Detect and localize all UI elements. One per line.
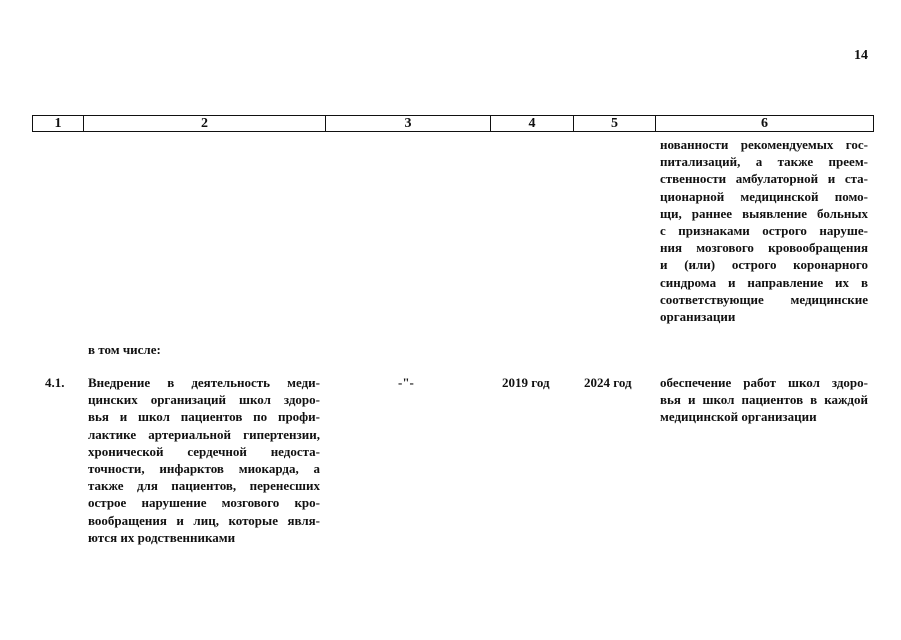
column-header-1: 1 xyxy=(33,116,84,131)
subheading: в том числе: xyxy=(88,342,161,357)
row-end-date: 2024 год xyxy=(584,375,632,390)
text-line: вообращения и лиц, которые явля- xyxy=(88,512,320,528)
text-line: питализаций, а также преем- xyxy=(660,154,868,170)
row-result xyxy=(660,374,868,426)
text-line: также для пациентов, перенесших xyxy=(88,478,320,494)
text-line: Внедрение в деятельность меди- xyxy=(88,375,320,390)
text-line: острое нарушение мозгового кро- xyxy=(88,495,320,511)
column-header-4: 4 xyxy=(491,116,574,131)
text-line: вья и школ пациентов по профи- xyxy=(88,409,320,425)
text-line: с признаками острого наруше- xyxy=(660,223,868,239)
column-header-6: 6 xyxy=(761,116,768,131)
column-header-2: 2 xyxy=(84,116,326,131)
text-line: щи, раннее выявление больных xyxy=(660,205,868,221)
text-line: синдрома и направление их в xyxy=(660,274,868,290)
text-line: точности, инфарктов миокарда, а xyxy=(88,461,320,477)
text-line: ционарной медицинской помо- xyxy=(660,188,868,204)
page-number: 14 xyxy=(854,48,868,63)
text-line: нованности рекомендуемых гос- xyxy=(660,137,868,152)
row-start-date: 2019 год xyxy=(502,375,550,390)
text-line: ются их родственниками xyxy=(88,529,236,545)
continued-result-cell xyxy=(660,136,868,325)
text-line: соответствующие медицинские xyxy=(660,291,868,307)
text-line: ния мозгового кровообращения xyxy=(660,240,868,256)
row-description xyxy=(88,374,320,546)
text-line: ственности амбулаторной и ста- xyxy=(660,171,868,187)
table-header-row xyxy=(32,115,874,132)
text-line: хронической сердечной недоста- xyxy=(88,443,320,459)
row-executor: -"- xyxy=(398,375,414,390)
text-line: и (или) острого коронарного xyxy=(660,257,868,273)
row-number: 4.1. xyxy=(45,375,65,390)
column-header-3: 3 xyxy=(326,116,491,131)
text-line: медицинской организации xyxy=(660,409,817,425)
text-line: обеспечение работ школ здоро- xyxy=(660,375,868,390)
text-line: цинских организаций школ здоро- xyxy=(88,392,320,408)
text-line: вья и школ пациентов в каждой xyxy=(660,392,868,408)
text-line: лактике артериальной гипертензии, xyxy=(88,426,320,442)
column-header-5: 5 xyxy=(574,116,656,131)
text-line: организации xyxy=(660,309,736,325)
